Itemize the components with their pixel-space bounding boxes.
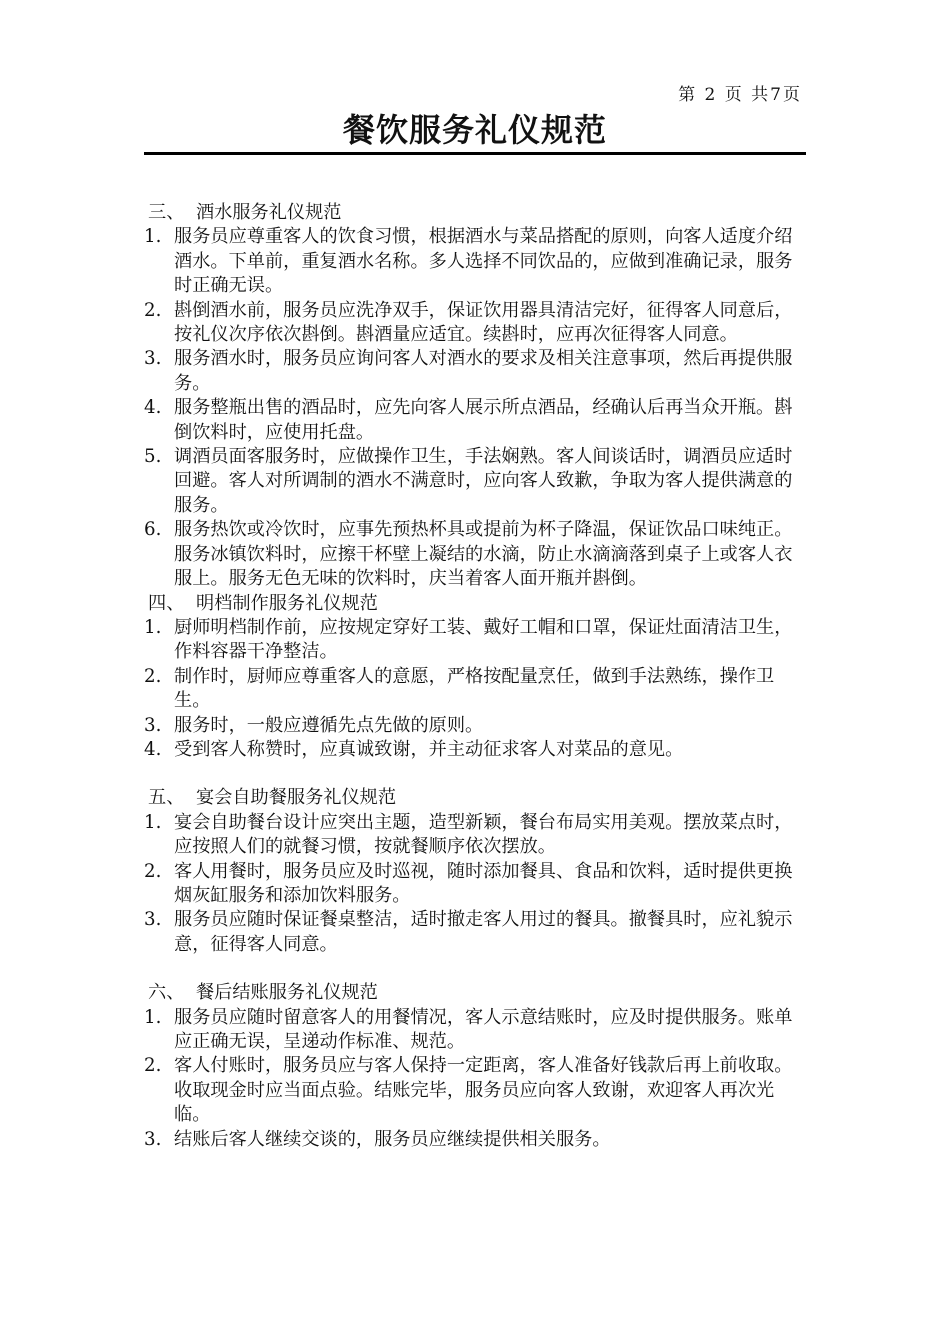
list-item	[144, 738, 810, 762]
item-number: 3.	[144, 348, 162, 370]
list-item	[144, 299, 810, 348]
list-item	[144, 225, 810, 298]
list-item	[144, 714, 810, 738]
section-open-kitchen-service	[144, 592, 810, 763]
document-body	[144, 201, 810, 1152]
item-number: 4.	[144, 397, 162, 419]
section-checkout-service	[144, 981, 810, 1152]
item-number: 2.	[144, 665, 162, 687]
item-number: 4.	[144, 738, 162, 760]
item-number: 1.	[144, 616, 162, 638]
list-item	[144, 908, 810, 957]
item-text: 服务员应随时保证餐桌整洁，适时撤走客人用过的餐具。撤餐具时，应礼貌示意，征得客人同意。	[174, 909, 793, 955]
item-number: 2.	[144, 299, 162, 321]
list-item	[144, 860, 810, 909]
item-text: 服务员应随时留意客人的用餐情况，客人示意结账时，应及时提供服务。账单应正确无误，呈递动作标准、规范。	[174, 1006, 793, 1052]
item-text: 斟倒酒水前，服务员应洗净双手，保证饮用器具清洁完好，征得客人同意后，按礼仪次序依次斟倒。斟酒量应适宜。续斟时，应再次征得客人同意。	[174, 299, 793, 346]
item-number: 5.	[144, 446, 162, 468]
list-item	[144, 445, 810, 518]
item-text: 服务时，一般应遵循先点先做的原则。	[174, 714, 484, 736]
section-spacer	[144, 957, 810, 981]
section-heading: 六、 餐后结账服务礼仪规范	[148, 982, 378, 1004]
section-buffet-service	[144, 786, 810, 957]
list-item	[144, 347, 810, 396]
item-number: 2.	[144, 860, 162, 882]
section-heading: 五、 宴会自助餐服务礼仪规范	[148, 787, 397, 809]
document-title: 餐饮服务礼仪规范	[342, 111, 607, 149]
section-beverage-service	[144, 201, 810, 592]
item-number: 1.	[144, 1006, 162, 1028]
list-item	[144, 1006, 810, 1055]
item-text: 客人用餐时，服务员应及时巡视，随时添加餐具、食品和饮料，适时提供更换烟灰缸服务和添加饮料服务。	[174, 860, 793, 906]
item-text: 制作时，厨师应尊重客人的意愿，严格按配量烹任，做到手法熟练，操作卫生。	[174, 665, 775, 712]
item-number: 3.	[144, 1128, 162, 1150]
section-heading: 三、 酒水服务礼仪规范	[148, 202, 342, 223]
list-item	[144, 518, 810, 591]
item-text: 宴会自助餐台设计应突出主题，造型新颖，餐台布局实用美观。摆放菜点时，应按照人们的就餐习惯，按就餐顺序依次摆放。	[174, 811, 793, 858]
list-item	[144, 1128, 810, 1152]
title-underline	[144, 152, 806, 155]
list-item	[144, 1054, 810, 1127]
list-item	[144, 811, 810, 860]
section-heading: 四、 明档制作服务礼仪规范	[148, 592, 378, 614]
section-spacer	[144, 762, 810, 786]
item-text: 服务酒水时，服务员应询问客人对酒水的要求及相关注意事项，然后再提供服务。	[174, 348, 793, 394]
item-number: 6.	[144, 519, 162, 541]
item-text: 受到客人称赞时，应真诚致谢，并主动征求客人对菜品的意见。	[174, 738, 684, 760]
item-text: 服务热饮或冷饮时，应事先预热杯具或提前为杯子降温，保证饮品口味纯正。服务冰镇饮料时，应擦干杯壁上凝结的水滴，防止水滴滴落到桌子上或客人衣服上。服务无色无味的饮料时，庆当着客人面开瓶并斟倒。	[174, 519, 793, 590]
item-text: 调酒员面客服务时，应做操作卫生，手法娴熟。客人间谈话时，调酒员应适时回避。客人对所调制的酒水不满意时，应向客人致歉，争取为客人提供满意的服务。	[174, 446, 793, 516]
item-text: 服务整瓶出售的酒品时，应先向客人展示所点酒品，经确认后再当众开瓶。斟倒饮料时，应使用托盘。	[174, 397, 793, 443]
page-number: 第 2 页 共7页	[678, 85, 802, 105]
item-text: 结账后客人继续交谈的，服务员应继续提供相关服务。	[174, 1128, 611, 1150]
list-item	[144, 616, 810, 665]
list-item	[144, 396, 810, 445]
item-text: 客人付账时，服务员应与客人保持一定距离，客人准备好钱款后再上前收取。收取现金时应当面点验。结账完毕，服务员应向客人致谢，欢迎客人再次光临。	[174, 1055, 793, 1126]
item-number: 3.	[144, 909, 162, 931]
item-number: 3.	[144, 714, 162, 736]
item-number: 1.	[144, 226, 162, 248]
item-number: 2.	[144, 1055, 162, 1077]
item-text: 厨师明档制作前，应按规定穿好工装、戴好工帽和口罩，保证灶面清洁卫生，作料容器干净整洁。	[174, 616, 793, 663]
item-number: 1.	[144, 811, 162, 833]
item-text: 服务员应尊重客人的饮食习惯，根据酒水与菜品搭配的原则，向客人适度介绍酒水。下单前，重复酒水名称。多人选择不同饮品的，应做到准确记录，服务时正确无误。	[174, 226, 793, 297]
list-item	[144, 665, 810, 714]
